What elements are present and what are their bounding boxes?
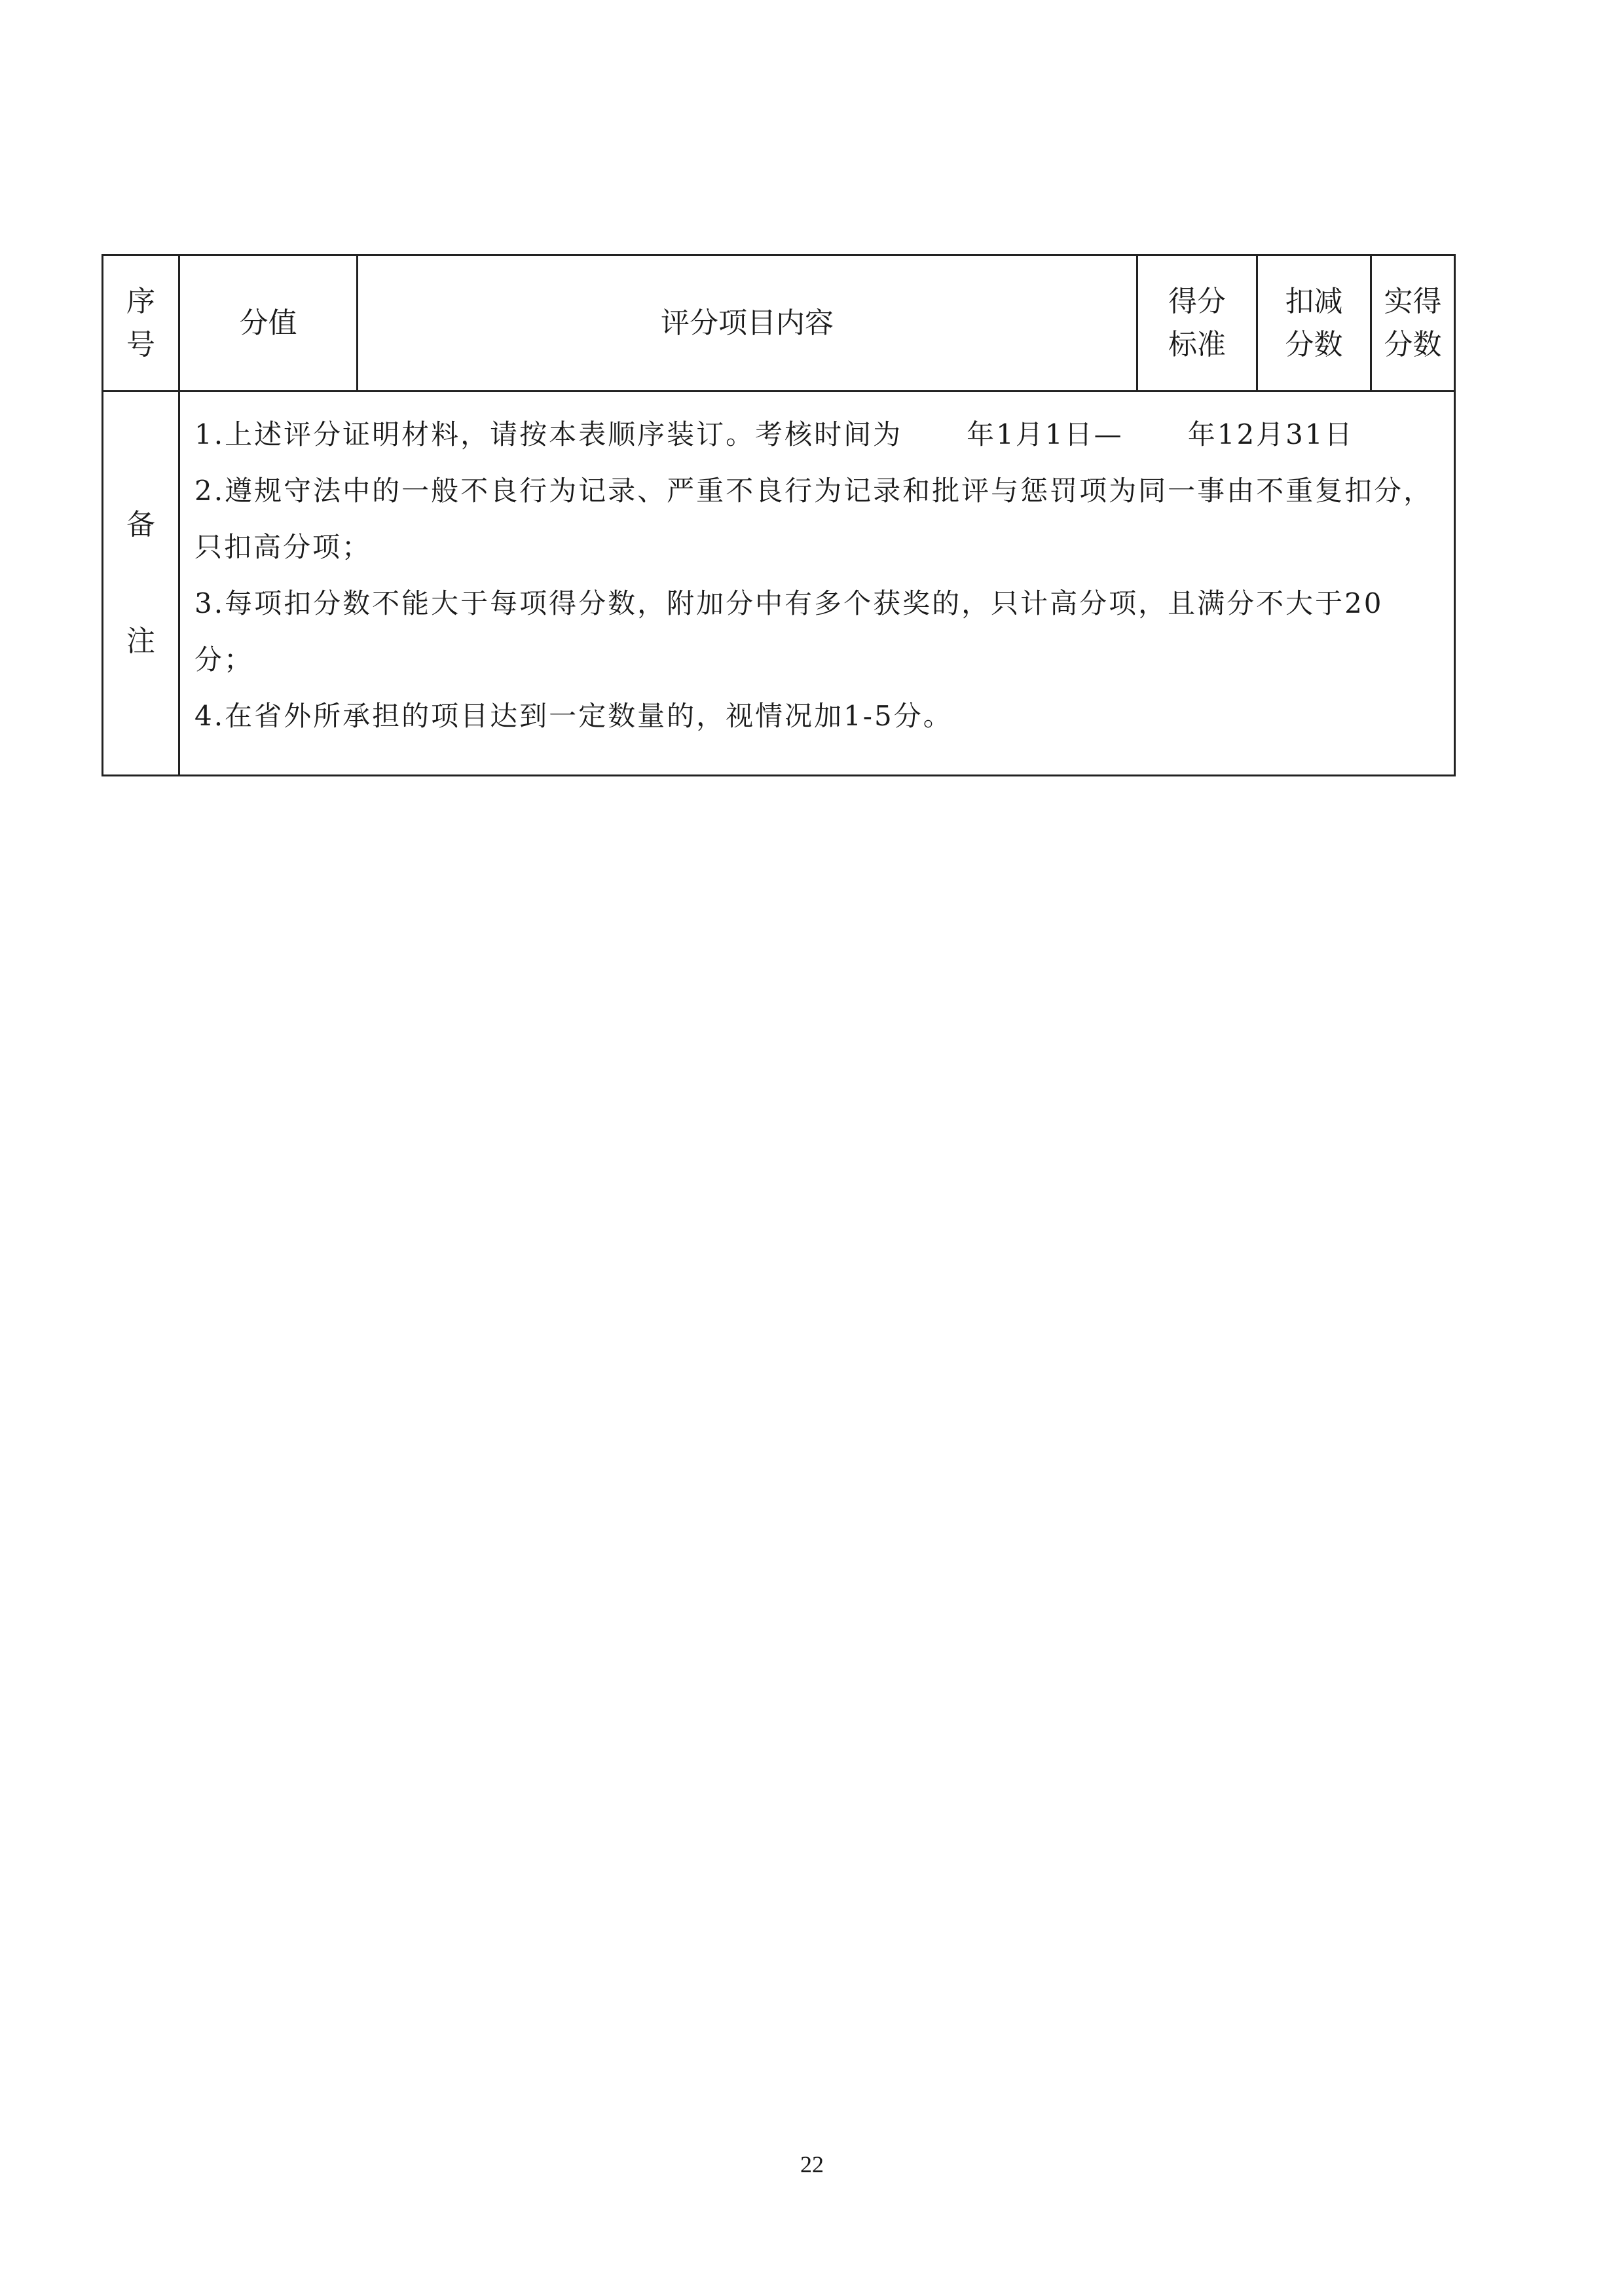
header-deduction bbox=[1257, 255, 1371, 392]
header-actual-line-1: 实得 bbox=[1384, 284, 1442, 318]
header-score-standard-line-1: 得分 bbox=[1168, 284, 1226, 318]
notes-row bbox=[103, 392, 1455, 776]
scoring-table bbox=[101, 254, 1456, 776]
header-deduction-line-2: 分数 bbox=[1285, 327, 1343, 361]
notes-content bbox=[179, 392, 1455, 776]
header-row bbox=[103, 255, 1455, 392]
header-content: 评分项目内容 bbox=[358, 255, 1137, 392]
page-number: 22 bbox=[800, 2151, 824, 2178]
header-seq bbox=[103, 255, 179, 392]
header-seq-line-2: 号 bbox=[126, 327, 155, 361]
notes-label bbox=[103, 392, 179, 776]
note-item: 3.每项扣分数不能大于每项得分数，附加分中有多个获奖的，只计高分项，且满分不大于20分； bbox=[194, 587, 1384, 676]
header-seq-line-1: 序 bbox=[126, 284, 155, 318]
note-item: 4.在省外所承担的项目达到一定数量的，视情况加1-5分。 bbox=[194, 700, 953, 733]
note-item: 2.遵规守法中的一般不良行为记录、严重不良行为记录和批评与惩罚项为同一事由不重复扣分，只扣高分项； bbox=[194, 475, 1433, 564]
header-score-value: 分值 bbox=[179, 255, 358, 392]
notes-label-char-1: 备 bbox=[126, 508, 155, 541]
notes-label-char-2: 注 bbox=[126, 625, 155, 658]
header-actual-line-2: 分数 bbox=[1384, 327, 1442, 361]
note-item: 1.上述评分证明材料，请按本表顺序装订。考核时间为 年1月1日— 年12月31日 bbox=[194, 418, 1354, 450]
header-actual bbox=[1371, 255, 1455, 392]
header-score-standard-line-2: 标准 bbox=[1168, 327, 1226, 361]
header-score-standard bbox=[1137, 255, 1257, 392]
notes-list bbox=[180, 392, 1454, 752]
header-deduction-line-1: 扣减 bbox=[1285, 284, 1343, 318]
